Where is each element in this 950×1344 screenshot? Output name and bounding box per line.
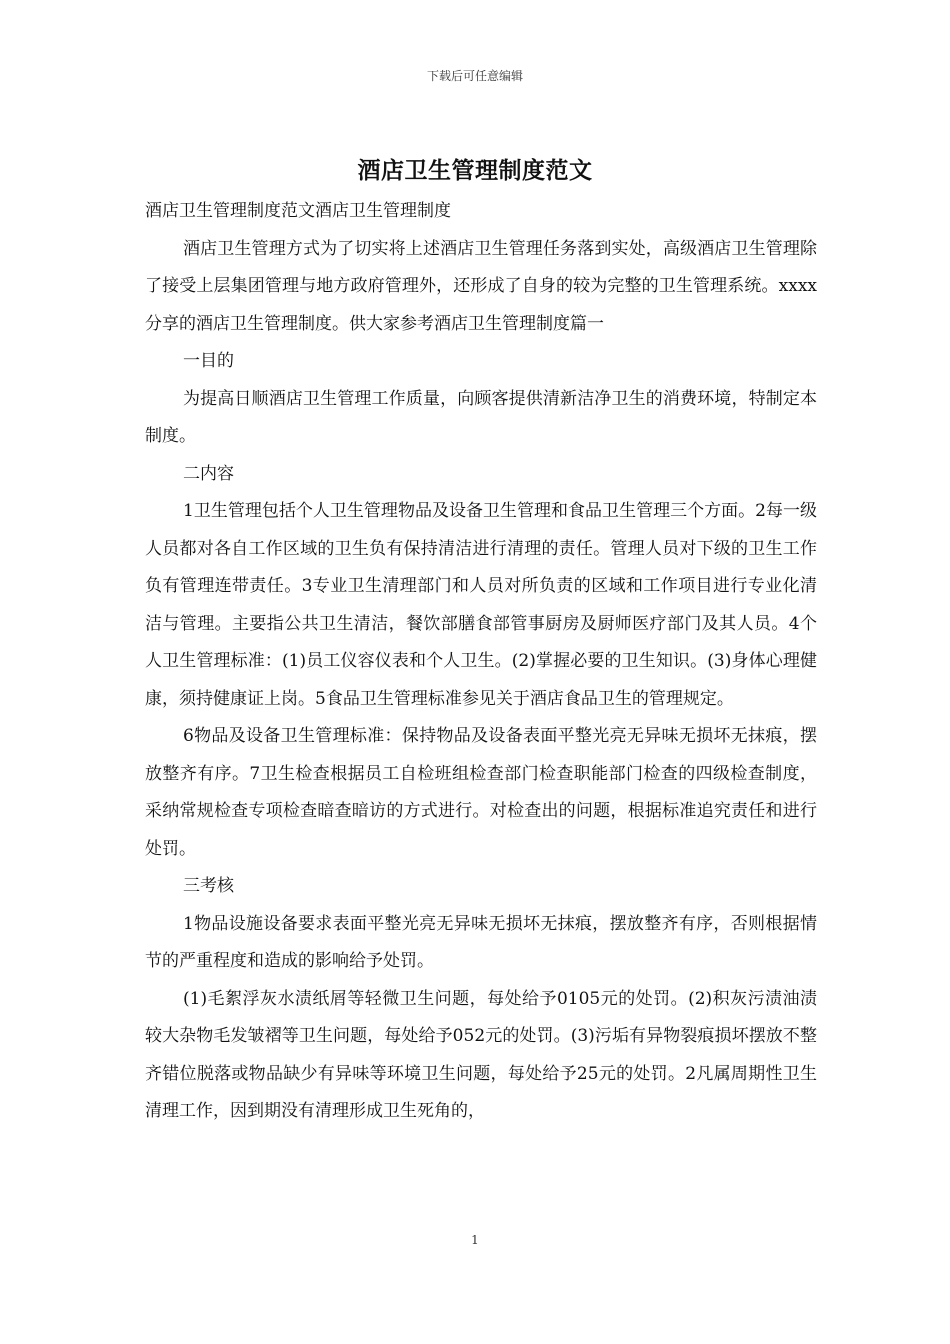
paragraph-purpose: 为提高日顺酒店卫生管理工作质量，向顾客提供清新洁净卫生的消费环境，特制定本制度。	[145, 388, 817, 446]
section-heading-assessment: 三考核	[183, 876, 234, 896]
paragraph-subtitle: 酒店卫生管理制度范文酒店卫生管理制度	[145, 201, 451, 221]
paragraph-assessment-2: (1)毛絮浮灰水渍纸屑等轻微卫生问题，每处给予0105元的处罚。(2)积灰污渍油渍较大杂物毛发皱褶等卫生问题，每处给予052元的处罚。(3)污垢有异物裂痕损坏摆放不整齐错位脱落或物品缺少有异味等环境卫生问题，每处给予25元的处罚。2凡属周期性卫生清理工作，因到期没有清理形成卫生死角的，	[145, 988, 817, 1121]
document-title: 酒店卫生管理制度范文	[357, 158, 593, 184]
paragraph-content-1: 1卫生管理包括个人卫生管理物品及设备卫生管理和食品卫生管理三个方面。2每一级人员都对各自工作区域的卫生负有保持清洁进行清理的责任。管理人员对下级的卫生工作负有管理连带责任。3专业卫生清理部门和人员对所负责的区域和工作项目进行专业化清洁与管理。主要指公共卫生清洁，餐饮部膳食部管事厨房及厨师医疗部门及其人员。4个人卫生管理标准：(1)员工仪容仪表和个人卫生。(2)掌握必要的卫生知识。(3)身体心理健康，须持健康证上岗。5食品卫生管理标准参见关于酒店食品卫生的管理规定。	[145, 501, 817, 709]
paragraph-content-2: 6物品及设备卫生管理标准：保持物品及设备表面平整光亮无异味无损坏无抹痕，摆放整齐有序。7卫生检查根据员工自检班组检查部门检查职能部门检查的四级检查制度，采纳常规检查专项检查暗查暗访的方式进行。对检查出的问题，根据标准追究责任和进行处罚。	[145, 726, 817, 859]
page-number: 1	[471, 1233, 479, 1247]
section-heading-purpose: 一目的	[183, 351, 234, 371]
document-body	[145, 193, 817, 1131]
paragraph-assessment-1: 1物品设施设备要求表面平整光亮无异味无损坏无抹痕，摆放整齐有序，否则根据情节的严重程度和造成的影响给予处罚。	[145, 913, 817, 971]
section-heading-content: 二内容	[183, 463, 234, 484]
page-header-note: 下载后可任意编辑	[426, 69, 523, 83]
paragraph-intro: 酒店卫生管理方式为了切实将上述酒店卫生管理任务落到实处，高级酒店卫生管理除了接受上层集团管理与地方政府管理外，还形成了自身的较为完整的卫生管理系统。xxxx分享的酒店卫生管理制度。供大家参考酒店卫生管理制度篇一	[145, 238, 817, 334]
